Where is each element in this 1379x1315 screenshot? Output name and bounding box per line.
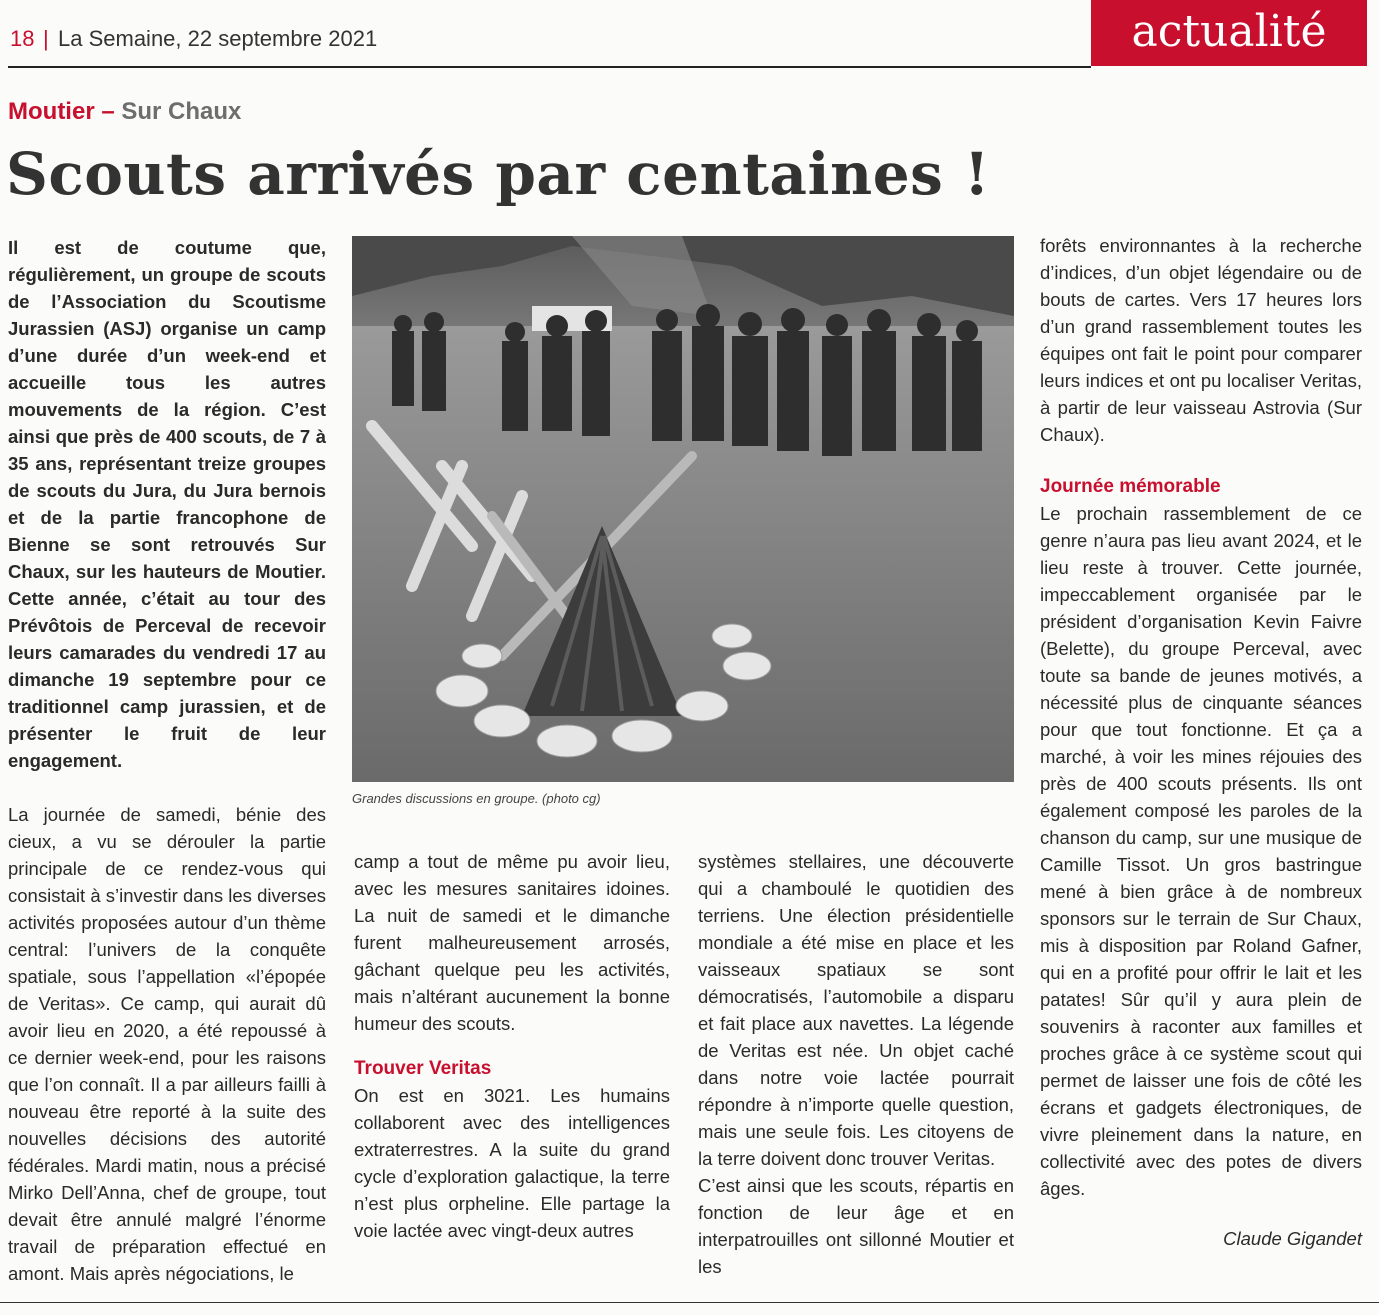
- section-label: actualité: [1091, 0, 1367, 66]
- header-rule: [8, 66, 1091, 68]
- photo-illustration: [352, 236, 1014, 782]
- page-header: [0, 0, 1379, 70]
- subhead-trouver-veritas: Trouver Veritas: [354, 1058, 492, 1079]
- column-4: [1040, 232, 1362, 1202]
- page-number: 18: [10, 26, 35, 51]
- author-signature: Claude Gigandet: [1223, 1228, 1362, 1249]
- lead-paragraph: Il est de coutume que, régulièrement, un groupe de scouts de l’Association du Scoutisme Jurassien (ASJ) organise un camp d’une durée d’un week-end et accueille tous les autres mouvements de la région. C’est ainsi que près de 400 scouts, de 7 à 35 ans, représentant treize groupes de scouts du Jura, du Jura bernois et de la partie francophone de Bienne se sont retrouvés Sur Chaux, sur les hauteurs de Moutier. Cette année, c’était au tour des Prévôtois de Perceval de recevoir leurs camarades du vendredi 17 au dimanche 19 septembre pour ce traditionnel camp jurassien, et de présenter le fruit de leur engagement.: [8, 237, 326, 771]
- column-1: [8, 234, 326, 1287]
- article-photo: [352, 236, 1014, 782]
- photo-caption: Grandes discussions en groupe. (photo cg): [352, 791, 601, 806]
- bottom-rule: [0, 1302, 1379, 1303]
- body-paragraph: La journée de samedi, bénie des cieux, a vu se dérouler la partie principale de ce rendez-vous qui consistait à s’investir dans les diverses activités proposées autour d’un thème central: l’univers de la conquête spatiale, sous l’appellation «l’épopée de Veritas». Ce camp, qui aurait dû avoir lieu en 2020, a été repoussé à ce dernier week-end, pour les raisons que l’on connaît. Il a par ailleurs failli à nouveau être reporté à la suite des nouvelles décisions des autorité fédérales. Mardi matin, nous a précisé Mirko Dell’Anna, chef de groupe, tout devait être annulé malgré l’énorme travail de préparation effectué en amont. Mais après négociations, le: [8, 804, 326, 1284]
- article-headline: Scouts arrivés par centaines !: [6, 140, 990, 208]
- column-3: [698, 848, 1014, 1280]
- body-paragraph: C’est ainsi que les scouts, répartis en fonction de leur âge et en interpatrouilles ont sillonné Moutier et les: [698, 1175, 1014, 1277]
- body-paragraph: forêts environnantes à la recherche d’indices, d’un objet légendaire ou de bouts de cartes. Vers 17 heures lors d’un grand rassemblement toutes les équipes ont fait le point pour comparer leurs indices et ont pu localiser Veritas, à partir de leur vaisseau Astrovia (Sur Chaux).: [1040, 235, 1362, 445]
- body-paragraph: camp a tout de même pu avoir lieu, avec les mesures sanitaires idoines. La nuit de samedi et le dimanche furent malheureusement arrosés, gâchant quelque peu les activités, mais n’altérant aucunement la bonne humeur des scouts.: [354, 851, 670, 1034]
- subhead-journee-memorable: Journée mémorable: [1040, 476, 1221, 497]
- kicker-place: Moutier –: [8, 98, 115, 125]
- column-2: [354, 848, 670, 1244]
- body-paragraph: On est en 3021. Les humains collaborent avec des intelligences extraterrestres. A la suite du grand cycle d’exploration galactique, la terre n’est plus orpheline. Elle partage la voie lactée avec vingt-deux autres: [354, 1085, 670, 1241]
- body-paragraph: systèmes stellaires, une découverte qui a chamboulé le quotidien des terriens. Une élection présidentielle mondiale a été mise en place et les vaisseaux spatiaux se sont démocratisés, l’automobile a disparu et fait place aux navettes. La légende de Veritas est née. Un objet caché dans notre voie lactée pourrait répondre à n’importe quelle question, mais une seule fois. Les citoyens de la terre doivent donc trouver Veritas.: [698, 851, 1014, 1169]
- article-kicker: [8, 98, 241, 126]
- publication-date: La Semaine, 22 septembre 2021: [58, 26, 378, 51]
- header-separator: |: [43, 26, 49, 51]
- body-paragraph: Le prochain rassemblement de ce genre n’aura pas lieu avant 2024, et le lieu reste à trouver. Cette journée, impeccablement organisée par le président d’organisation Kevin Faivre (Belette), du groupe Perceval, avec toute sa bande de jeunes motivés, a nécessité plus de cinquante séances pour que tout fonctionne. Et ça a marché, à voir les mines réjouies des près de 400 scouts présents. Ils ont également composé les paroles de la chanson du camp, sur une musique de Camille Tissot. Un gros bastringue mené à bien grâce à de nombreux sponsors sur le terrain de Sur Chaux, mis à disposition par Roland Gafner, qui en a profité pour offrir le lait et les patates! Sûr qu’il y aura plein de souvenirs à raconter aux familles et proches grâce à ce système scout qui permet de laisser une fois de côté les écrans et gadgets électroniques, de vivre pleinement dans la nature, en collectivité avec des potes de divers âges.: [1040, 503, 1362, 1199]
- kicker-sub: Sur Chaux: [121, 98, 242, 125]
